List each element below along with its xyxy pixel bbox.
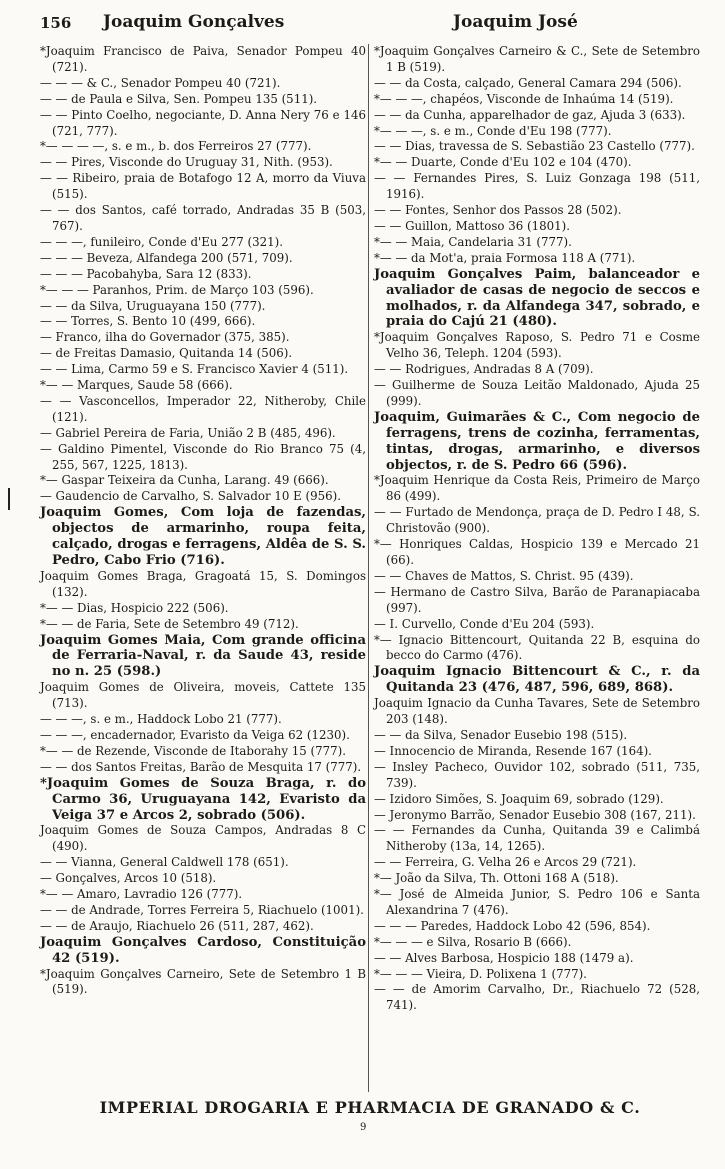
directory-entry: Joaquim Gomes Maia, Com grande officina de Ferraria-Naval, r. da Saude 43, reside no n. 25 (598.) [40, 632, 366, 680]
directory-entry: *— — — Vieira, D. Polixena 1 (777). [374, 966, 587, 981]
directory-entry: — Izidoro Simões, S. Joaquim 69, sobrado (129). [374, 791, 664, 806]
directory-entry: — — Fernandes da Cunha, Quitanda 39 e Calimbá Nitheroby (13a, 14, 1265). [374, 823, 700, 854]
directory-entry: — Innocencio de Miranda, Resende 167 (164). [374, 743, 652, 758]
directory-entry: *— — — —, s. e m., b. dos Ferreiros 27 (777). [40, 139, 312, 154]
directory-entry: — — Torres, S. Bento 10 (499, 666). [40, 314, 256, 329]
directory-entry: — — Pires, Visconde do Uruguay 31, Nith. (953). [40, 155, 333, 170]
directory-entry: — — Furtado de Mendonça, praça de D. Pedro I 48, S. Christovão (900). [374, 505, 700, 536]
directory-entry: — — Pinto Coelho, negociante, D. Anna Nery 76 e 146 (721, 777). [40, 107, 366, 138]
directory-entry: Joaquim, Guimarães & C., Com negocio de ferragens, trens de cozinha, ferramentas, tintas, drogas, armarinho, e diversos objectos, r. de S. Pedro 66 (596). [374, 409, 700, 473]
column-divider [368, 44, 369, 1092]
directory-entry: *Joaquim Gonçalves Carneiro & C., Sete de Setembro 1 B (519). [374, 44, 700, 74]
directory-entry: — — dos Santos Freitas, Barão de Mesquita 17 (777). [40, 759, 362, 774]
directory-entry: — — Alves Barbosa, Hospicio 188 (1479 a). [374, 950, 634, 965]
directory-entry: — — dos Santos, café torrado, Andradas 35 B (503, 767). [40, 203, 366, 233]
directory-entry: — Insley Pacheco, Ouvidor 102, sobrado (511, 735, 739). [374, 759, 700, 790]
directory-entry: — Gaudencio de Carvalho, S. Salvador 10 E (956). [40, 489, 341, 504]
directory-entry: — — — Paredes, Haddock Lobo 42 (596, 854). [374, 918, 651, 933]
directory-entry: *Joaquim Gonçalves Carneiro, Sete de Setembro 1 B (519). [40, 966, 366, 997]
directory-entry: *— — de Faria, Sete de Setembro 49 (712). [40, 616, 299, 631]
directory-entry: — Jeronymo Barrão, Senador Eusebio 308 (167, 211). [374, 807, 696, 822]
directory-entry: — de Freitas Damasio, Quitanda 14 (506). [40, 346, 293, 361]
right-column [374, 44, 700, 1014]
page-header [40, 10, 707, 36]
directory-entry: *— Honriques Caldas, Hospicio 139 e Mercado 21 (66). [374, 537, 700, 567]
directory-entry: *— — Maia, Candelaria 31 (777). [374, 234, 572, 249]
directory-entry: — — Vianna, General Caldwell 178 (651). [40, 855, 289, 870]
directory-entry: — Guilherme de Souza Leitão Maldonado, Ajuda 25 (999). [374, 378, 700, 408]
directory-entry: *— José de Almeida Junior, S. Pedro 106 e Santa Alexandrina 7 (476). [374, 887, 700, 917]
directory-entry: *Joaquim Henrique da Costa Reis, Primeiro de Março 86 (499). [374, 473, 700, 504]
directory-entry: — Gabriel Pereira de Faria, União 2 B (485, 496). [40, 425, 336, 440]
directory-entry: *— — Dias, Hospicio 222 (506). [40, 600, 229, 615]
directory-entry: — — Ferreira, G. Velha 26 e Arcos 29 (721). [374, 855, 637, 870]
directory-entry: — — — Beveza, Alfandega 200 (571, 709). [40, 250, 293, 265]
footer-advert: IMPERIAL DROGARIA E PHARMACIA DE GRANADO & C. [99, 1098, 641, 1117]
directory-entry: — — —, encadernador, Evaristo da Veiga 62 (1230). [40, 727, 350, 742]
directory-entry: Joaquim Gomes, Com loja de fazendas, objectos de armarinho, roupa feita, calçado, drogas e ferragens, Aldêa de S. S. Pedro, Cabo Frio (716). [40, 505, 366, 568]
directory-entry: — — Guillon, Mattoso 36 (1801). [374, 218, 570, 233]
directory-entry: — — —, funileiro, Conde d'Eu 277 (321). [40, 234, 283, 249]
directory-entry: *Joaquim Gonçalves Raposo, S. Pedro 71 e Cosme Velho 36, Teleph. 1204 (593). [374, 330, 700, 361]
directory-entry: — — de Andrade, Torres Ferreira 5, Riachuelo (1001). [40, 902, 364, 917]
directory-entry: — — — Pacobahyba, Sara 12 (833). [40, 266, 252, 281]
running-head-left: Joaquim Gonçalves [103, 12, 285, 32]
directory-entry: *— — Duarte, Conde d'Eu 102 e 104 (470). [374, 155, 632, 170]
directory-entry: — I. Curvello, Conde d'Eu 204 (593). [374, 616, 595, 631]
directory-entry: — Gonçalves, Arcos 10 (518). [40, 871, 217, 886]
directory-entry: — — da Cunha, apparelhador de gaz, Ajuda 3 (633). [374, 107, 686, 122]
directory-entry: — — Ribeiro, praia de Botafogo 12 A, morro da Viuva (515). [40, 171, 366, 202]
directory-entry: *— Ignacio Bittencourt, Quitanda 22 B, esquina do becco do Carmo (476). [374, 632, 700, 663]
directory-entry: — — — & C., Senador Pompeu 40 (721). [40, 75, 281, 90]
directory-entry: — — da Silva, Senador Eusebio 198 (515). [374, 727, 628, 742]
directory-entry: — — da Silva, Uruguayana 150 (777). [40, 298, 266, 313]
signature-mark: 9 [360, 1122, 367, 1133]
directory-entry: Joaquim Ignacio da Cunha Tavares, Sete de Setembro 203 (148). [374, 696, 700, 727]
directory-entry: — — Vasconcellos, Imperador 22, Nitheroby, Chile (121). [40, 393, 366, 424]
directory-entry: — — Chaves de Mattos, S. Christ. 95 (439). [374, 568, 634, 583]
directory-entry: Joaquim Gonçalves Cardoso, Constituição 42 (519). [40, 934, 366, 966]
directory-entry: *— — da Mot'a, praia Formosa 118 A (771). [374, 250, 636, 265]
directory-entry: — Galdino Pimentel, Visconde do Rio Branco 75 (4, 255, 567, 1225, 1813). [40, 441, 366, 472]
directory-entry: *— — Marques, Saude 58 (666). [40, 378, 233, 393]
directory-entry: — — de Amorim Carvalho, Dr., Riachuelo 72 (528, 741). [374, 982, 700, 1013]
directory-entry: — — de Araujo, Riachuelo 26 (511, 287, 462). [40, 918, 314, 933]
directory-entry: Joaquim Gomes de Souza Campos, Andradas 8 C (490). [40, 823, 366, 854]
directory-entry: — Hermano de Castro Silva, Barão de Paranapiacaba (997). [374, 584, 700, 615]
running-head-right: Joaquim José [453, 12, 578, 32]
directory-entry: *Joaquim Gomes de Souza Braga, r. do Carmo 36, Uruguayana 142, Evaristo da Veiga 37 e Arcos 2, sobrado (506). [40, 775, 366, 823]
directory-entry: *— — Amaro, Lavradio 126 (777). [40, 887, 243, 902]
directory-entry: Joaquim Gonçalves Paim, balanceador e avaliador de casas de negocio de seccos e molhados, r. da Alfandega 347, sobrado, e praia do Cajú 21 (480). [374, 266, 700, 330]
directory-entry: Joaquim Gomes de Oliveira, moveis, Cattete 135 (713). [40, 680, 366, 711]
directory-entry: *— — —, chapéos, Visconde de Inhaúma 14 (519). [374, 91, 674, 106]
directory-entry: — — —, s. e m., Haddock Lobo 21 (777). [40, 712, 282, 727]
directory-entry: — Franco, ilha do Governador (375, 385). [40, 330, 290, 345]
margin-mark [8, 488, 10, 510]
directory-entry: *— — — Paranhos, Prim. de Março 103 (596). [40, 282, 314, 297]
directory-entry: — — Rodrigues, Andradas 8 A (709). [374, 362, 594, 377]
directory-entry: *— João da Silva, Th. Ottoni 168 A (518). [374, 871, 619, 886]
directory-entry: — — Lima, Carmo 59 e S. Francisco Xavier 4 (511). [40, 362, 349, 377]
directory-entry: *— — de Rezende, Visconde de Itaborahy 15 (777). [40, 743, 346, 758]
directory-entry: — — Fontes, Senhor dos Passos 28 (502). [374, 203, 622, 218]
directory-entry: — — Dias, travessa de S. Sebastião 23 Castello (777). [374, 139, 695, 154]
directory-entry: — — da Costa, calçado, General Camara 294 (506). [374, 75, 682, 90]
directory-entry: *— — — e Silva, Rosario B (666). [374, 934, 572, 949]
directory-entry: *Joaquim Francisco de Paiva, Senador Pompeu 40 (721). [40, 44, 366, 74]
directory-entry: *— — —, s. e m., Conde d'Eu 198 (777). [374, 123, 612, 138]
left-column [40, 44, 366, 998]
page-number: 156 [40, 14, 72, 32]
directory-entry: Joaquim Gomes Braga, Gragoatá 15, S. Domingos (132). [40, 568, 366, 599]
directory-entry: — — de Paula e Silva, Sen. Pompeu 135 (511). [40, 91, 318, 106]
directory-entry: — — Fernandes Pires, S. Luiz Gonzaga 198 (511, 1916). [374, 171, 700, 202]
directory-entry: *— Gaspar Teixeira da Cunha, Larang. 49 (666). [40, 473, 329, 488]
directory-entry: Joaquim Ignacio Bittencourt & C., r. da Quitanda 23 (476, 487, 596, 689, 868). [374, 664, 700, 696]
